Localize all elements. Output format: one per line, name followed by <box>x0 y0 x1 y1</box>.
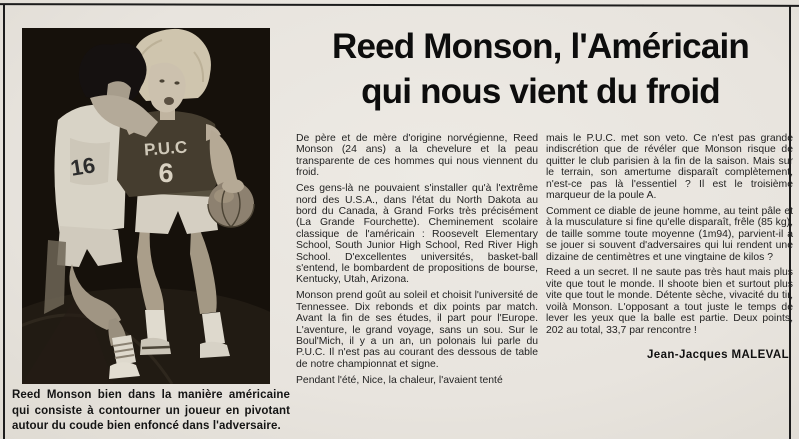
mouth <box>164 97 174 105</box>
article-column-1 <box>296 133 538 386</box>
basketball-photo-illustration <box>22 28 270 384</box>
paragraph: Ces gens-là ne pouvaient s'installer qu'à l'extrême nord des U.S.A., dans l'état du North Dakota au bord du Canada, à Grand Forks très précisément (La Grande Fourchette). Cheminement scolaire classique de l'américain : Roosevelt Elementary School, South Junior High School, Red River High School. D'excellentes universités, basket-ball s'entend, le bombardent de propositions de bourse, Kentucky, Utah, Arizona. <box>296 183 538 286</box>
article-column-2 <box>546 133 793 361</box>
paragraph: Monson prend goût au soleil et choisit l'université de Tennessee. Dix rebonds et dix points par match. Avant la fin de ses études, il part pour l'Europe. L'aventure, le grand voyage, sans un sou. Sur le Boul'Mich, il y a un an, un polonais lui parle du P.U.C. Il n'est pas au courant des dessous de table de notre championnat et signe. <box>296 290 538 370</box>
paragraph: Pendant l'été, Nice, la chaleur, l'avaient tenté <box>296 374 503 386</box>
paragraph: mais le P.U.C. met son veto. Ce n'est pas grande indiscrétion que de révéler que Monson risque de quitter le club parisien à la fin de la saison. Mais sur le terrain, son amertume disparaît complètement, n'est-ce pas là l'essentiel ? Il est le troisième marqueur de la poule A. <box>546 133 793 202</box>
shoe-stripe <box>142 347 170 348</box>
paragraph: De père et de mère d'origine norvégienne, Reed Monson (24 ans) a la chevelure et la peau transparente de ces hommes qui nous viennent du froid. <box>296 133 538 179</box>
article-photo <box>22 28 270 384</box>
clipping-border-left <box>3 4 5 439</box>
headline-line-2: qui nous vient du froid <box>361 72 720 111</box>
paragraph: Comment ce diable de jeune homme, au teint pâle et à la musculature si fine qu'elle disparaît, frêle (85 kg), de taille somme toute moyenne (1m94), parvient-il à se jouer si souvent d'adversaires qui lui rendent une dizaine de centimètres et une vingtaine de kilos ? <box>546 205 793 263</box>
article-headline <box>288 24 793 114</box>
eye-left <box>159 79 164 82</box>
paragraph: Reed a un secret. Il ne saute pas très haut mais plus vite que tout le monde. Il shoote bien et surtout plus vite que tout le monde. Détente sèche, vivacité du tir, voilà Monson. L'opposant a tout juste le temps de lever les yeux que la balle est partie. Deux points, 202 au total, 33,7 par rencontre ! <box>546 267 793 336</box>
author-byline: Jean-Jacques MALEVAL <box>647 348 789 361</box>
photo-caption: Reed Monson bien dans la manière américaine qui consiste à contourner un joueur en pivotant autour du coude bien enfoncé dans l'adversaire. <box>12 389 290 432</box>
clipping-border-top <box>0 3 799 7</box>
monson-hand <box>222 179 244 193</box>
jersey-club-name: P.U.C <box>143 137 188 160</box>
opponent-jersey-number: 16 <box>68 152 97 181</box>
jersey-number: 6 <box>158 158 174 188</box>
eye-right <box>174 81 179 84</box>
headline-line-1: Reed Monson, l'Américain <box>332 27 749 66</box>
